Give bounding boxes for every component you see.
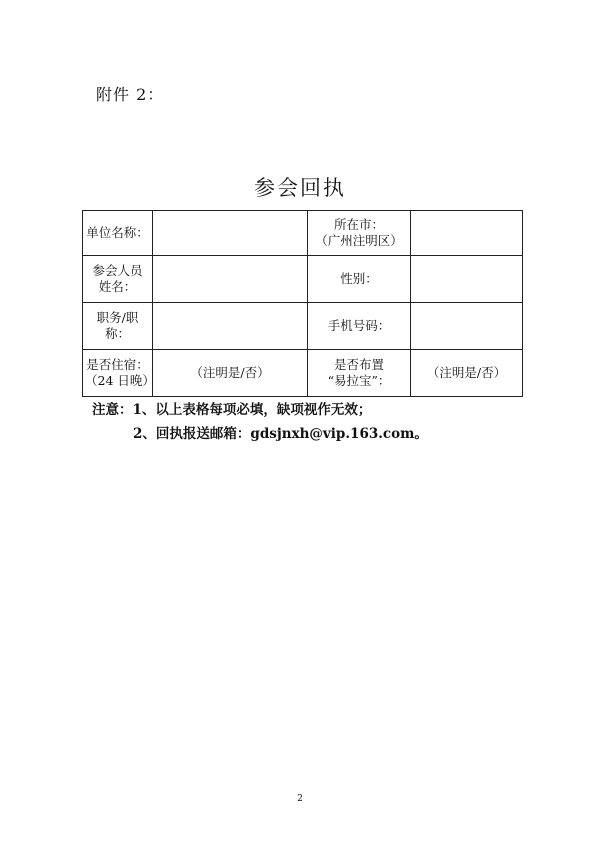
lodging-label-line2: （24 日晚） — [85, 373, 155, 388]
city-field[interactable] — [411, 211, 523, 256]
form-row-position — [83, 303, 523, 350]
note-line-1: 注意：1、以上表格每项必填，缺项视作无效； — [92, 402, 372, 418]
city-label-line2: （广州注明区） — [315, 233, 403, 248]
attendee-name-label-line2: 姓名： — [98, 279, 137, 294]
attendee-name-label-line1: 参会人员 — [92, 263, 143, 278]
lodging-label — [83, 350, 153, 397]
unit-name-label: 单位名称： — [83, 211, 153, 256]
banner-label-line1: 是否布置 — [333, 357, 384, 372]
gender-label: 性别： — [308, 256, 411, 303]
phone-label: 手机号码： — [308, 303, 411, 350]
banner-label-line2: “易拉宝”： — [327, 373, 391, 388]
lodging-field[interactable]: （注明是/否） — [153, 350, 308, 397]
phone-field[interactable] — [411, 303, 523, 350]
attendee-name-field[interactable] — [153, 256, 308, 303]
registration-form-table — [82, 210, 523, 397]
city-label — [308, 211, 411, 256]
position-label: 职务/职称： — [83, 303, 153, 350]
unit-name-field[interactable] — [153, 211, 308, 256]
attachment-label: 附件 2： — [96, 85, 165, 104]
page-number: 2 — [297, 794, 303, 804]
lodging-label-line1: 是否住宿： — [86, 357, 149, 372]
banner-field[interactable]: （注明是/否） — [411, 350, 523, 397]
page-title: 参会回执 — [254, 176, 346, 200]
form-row-name — [83, 256, 523, 303]
position-field[interactable] — [153, 303, 308, 350]
form-row-lodging — [83, 350, 523, 397]
banner-label — [308, 350, 411, 397]
attendee-name-label — [83, 256, 153, 303]
notes-block — [92, 398, 428, 446]
form-row-unit — [83, 211, 523, 256]
city-label-line1: 所在市： — [333, 217, 384, 232]
gender-field[interactable] — [411, 256, 523, 303]
note-line-2: 2、回执报送邮箱：gdsjnxh@vip.163.com。 — [133, 426, 428, 442]
